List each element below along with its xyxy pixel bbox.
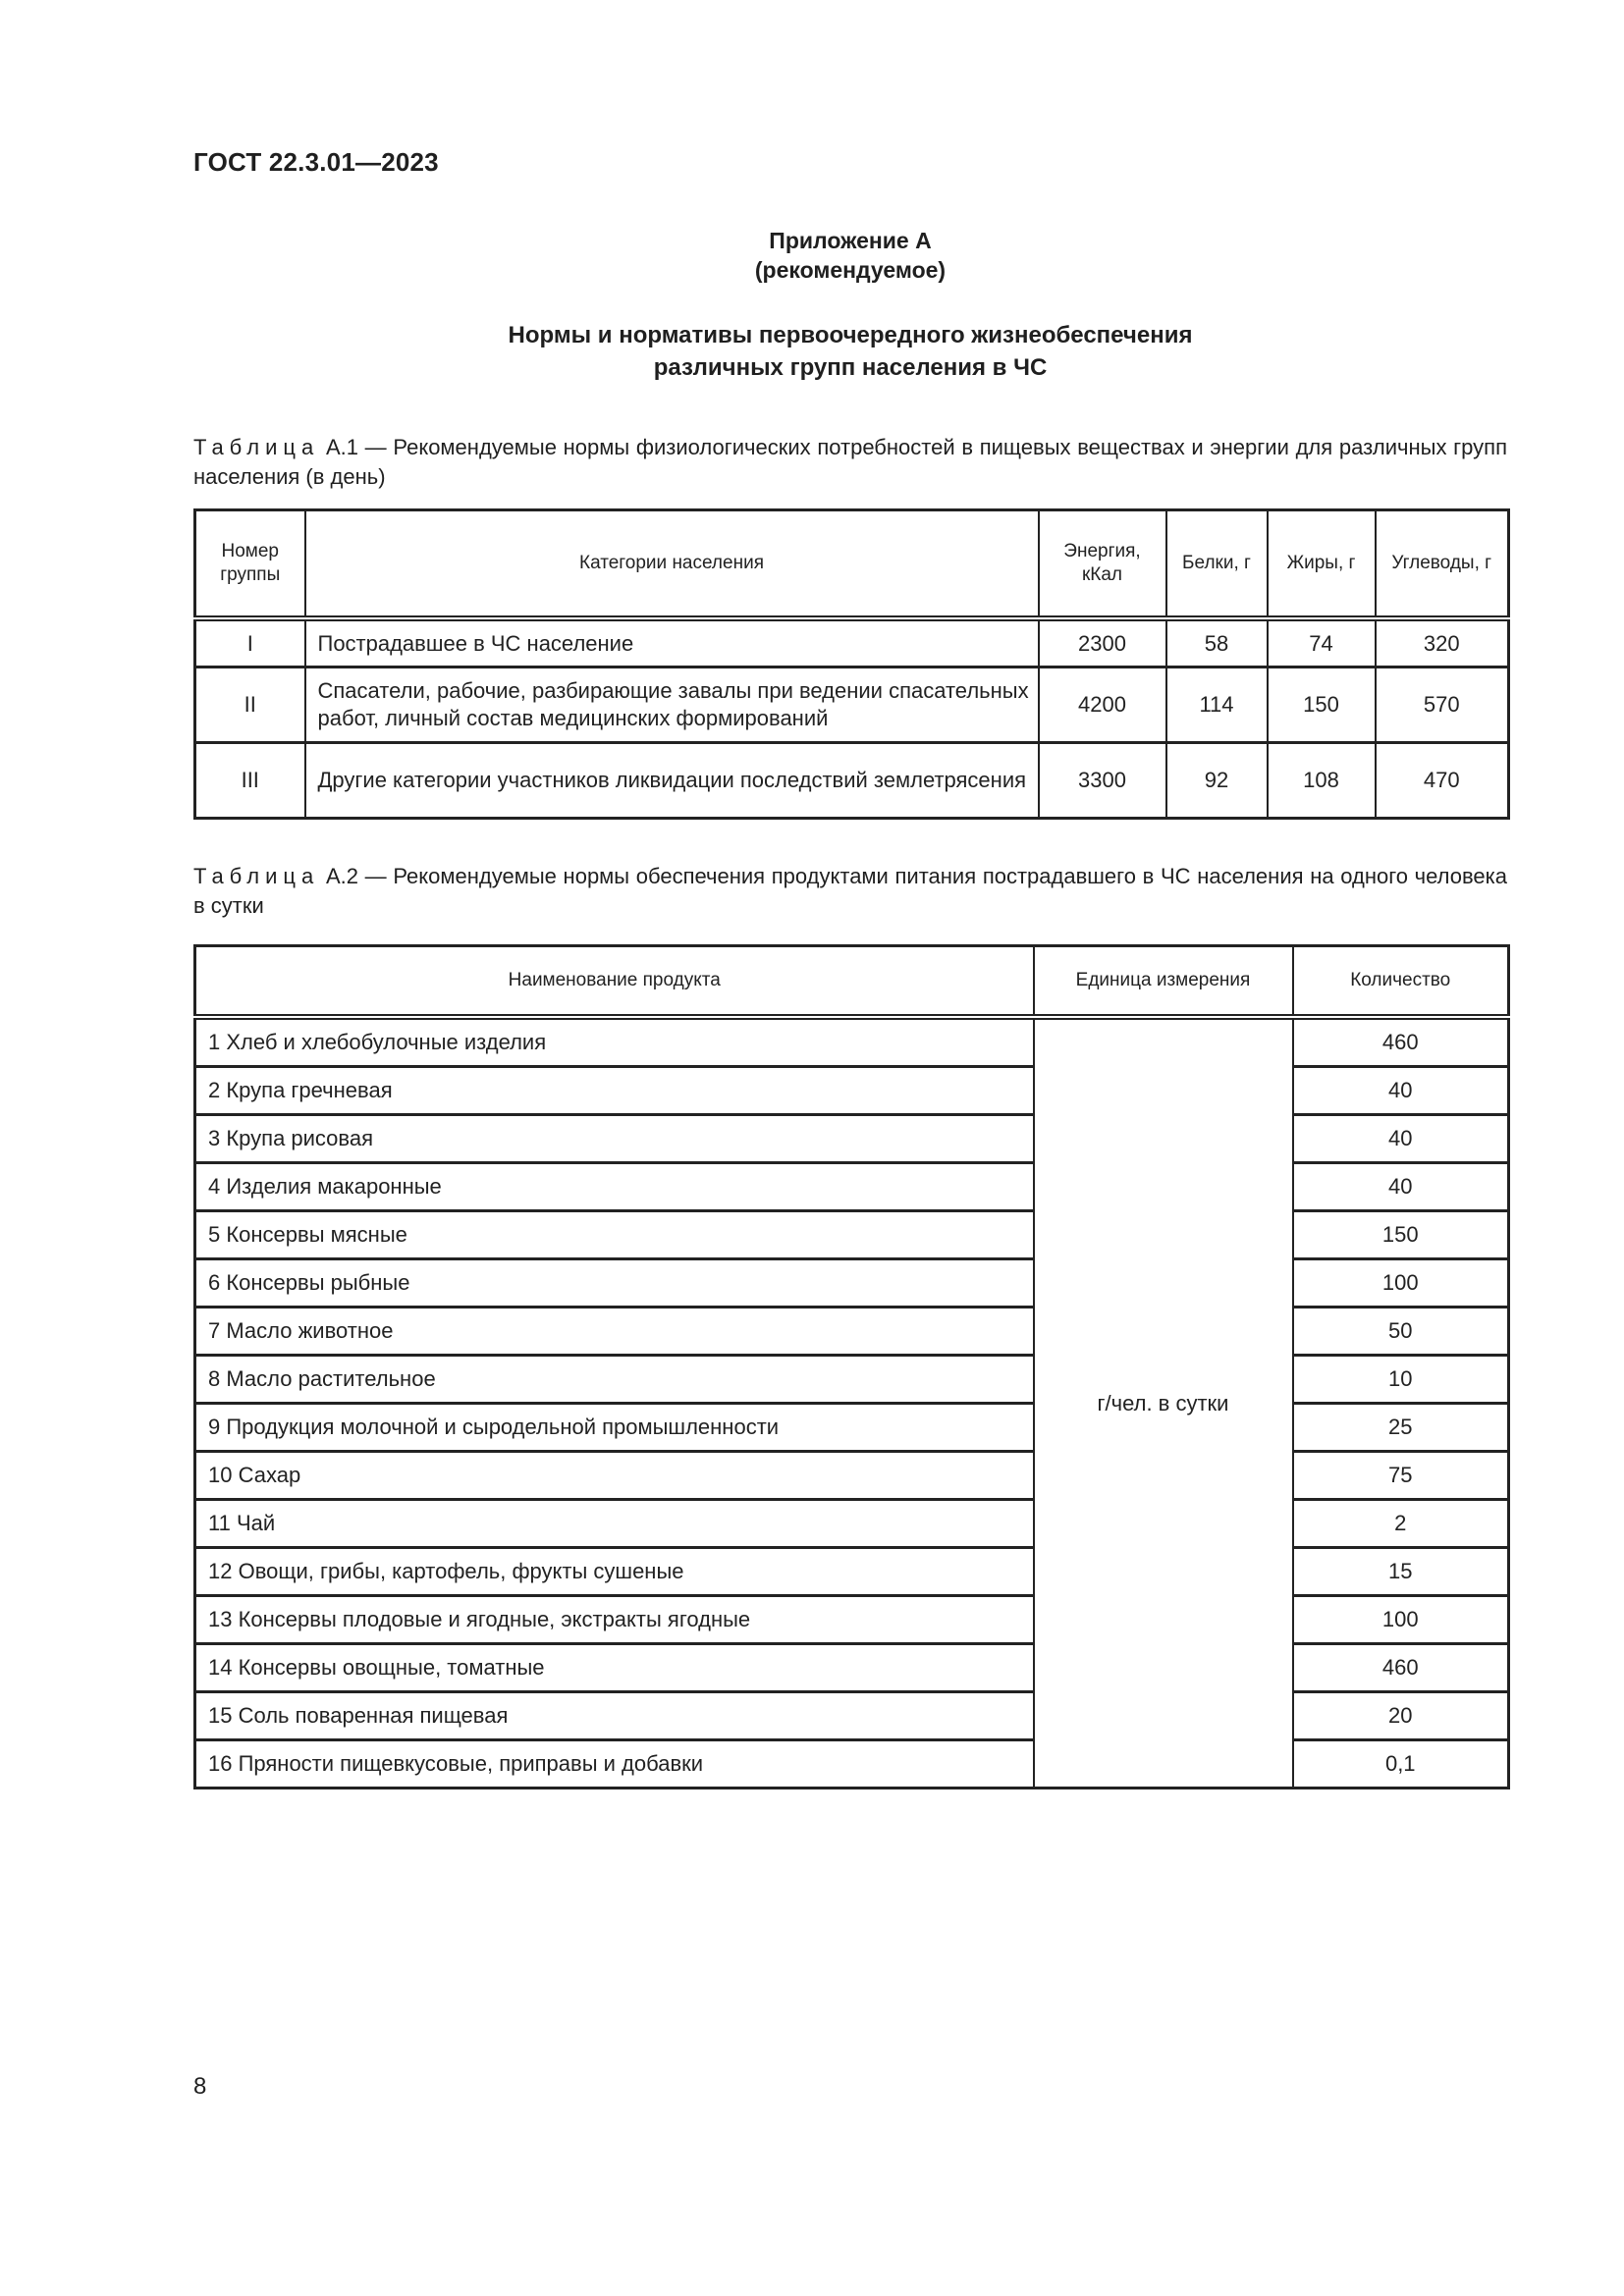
quantity-cell: 75	[1293, 1452, 1509, 1500]
group-cell: II	[195, 667, 305, 743]
section-heading-line-1: Нормы и нормативы первоочередного жизнеобеспечения	[508, 322, 1193, 348]
quantity-cell: 50	[1293, 1308, 1509, 1356]
quantity-cell: 100	[1293, 1259, 1509, 1308]
protein-cell: 58	[1166, 618, 1268, 667]
column-header-group: Номер группы	[195, 510, 305, 619]
column-header-protein: Белки, г	[1166, 510, 1268, 619]
fat-cell: 74	[1268, 618, 1376, 667]
product-cell: 2 Крупа гречневая	[195, 1067, 1034, 1115]
product-cell: 8 Масло растительное	[195, 1356, 1034, 1404]
column-header-quantity: Количество	[1293, 946, 1509, 1018]
table-row	[195, 1356, 1509, 1404]
document-code: ГОСТ 22.3.01—2023	[193, 147, 439, 177]
quantity-cell: 100	[1293, 1596, 1509, 1644]
table-a1-header-row	[195, 510, 1509, 619]
quantity-cell: 460	[1293, 1644, 1509, 1692]
column-header-energy: Энергия, кКал	[1039, 510, 1166, 619]
section-heading-line-2: различных групп населения в ЧС	[653, 354, 1048, 381]
group-cell: I	[195, 618, 305, 667]
category-cell: Другие категории участников ликвидации последствий землетрясения	[305, 743, 1039, 819]
quantity-cell: 40	[1293, 1163, 1509, 1211]
table-a2-caption-label: Таблица	[193, 864, 320, 888]
quantity-cell: 20	[1293, 1692, 1509, 1740]
table-a1-caption	[193, 433, 1507, 492]
quantity-cell: 40	[1293, 1115, 1509, 1163]
table-row	[195, 743, 1509, 819]
table-row	[195, 1067, 1509, 1115]
column-header-product: Наименование продукта	[195, 946, 1034, 1018]
carbs-cell: 570	[1376, 667, 1509, 743]
fat-cell: 108	[1268, 743, 1376, 819]
quantity-cell: 460	[1293, 1017, 1509, 1067]
table-row	[195, 667, 1509, 743]
quantity-cell: 40	[1293, 1067, 1509, 1115]
fat-cell: 150	[1268, 667, 1376, 743]
category-cell: Спасатели, рабочие, разбирающие завалы при ведении спасательных работ, личный состав медицинских формирований	[305, 667, 1039, 743]
column-header-carbs: Углеводы, г	[1376, 510, 1509, 619]
product-cell: 12 Овощи, грибы, картофель, фрукты сушеные	[195, 1548, 1034, 1596]
quantity-cell: 150	[1293, 1211, 1509, 1259]
section-heading	[193, 319, 1507, 384]
table-row	[195, 1404, 1509, 1452]
category-cell: Пострадавшее в ЧС население	[305, 618, 1039, 667]
product-cell: 10 Сахар	[195, 1452, 1034, 1500]
table-row	[195, 1740, 1509, 1789]
carbs-cell: 470	[1376, 743, 1509, 819]
table-row	[195, 1211, 1509, 1259]
product-cell: 5 Консервы мясные	[195, 1211, 1034, 1259]
product-cell: 4 Изделия макаронные	[195, 1163, 1034, 1211]
table-a2-caption-text: А.2 — Рекомендуемые нормы обеспечения продуктами питания пострадавшего в ЧС населения на одного человека в сутки	[193, 864, 1507, 918]
page-number: 8	[193, 2073, 207, 2100]
unit-cell: г/чел. в сутки	[1034, 1017, 1293, 1789]
table-row	[195, 1115, 1509, 1163]
table-row	[195, 1692, 1509, 1740]
table-a2-header-row	[195, 946, 1509, 1018]
table-row	[195, 1163, 1509, 1211]
table-row	[195, 1596, 1509, 1644]
table-row	[195, 1017, 1509, 1067]
energy-cell: 4200	[1039, 667, 1166, 743]
quantity-cell: 15	[1293, 1548, 1509, 1596]
carbs-cell: 320	[1376, 618, 1509, 667]
table-a1	[193, 508, 1510, 820]
product-cell: 16 Пряности пищевкусовые, приправы и добавки	[195, 1740, 1034, 1789]
column-header-unit: Единица измерения	[1034, 946, 1293, 1018]
protein-cell: 114	[1166, 667, 1268, 743]
table-a2-caption	[193, 862, 1507, 921]
quantity-cell: 10	[1293, 1356, 1509, 1404]
product-cell: 13 Консервы плодовые и ягодные, экстракты ягодные	[195, 1596, 1034, 1644]
table-a1-caption-text: А.1 — Рекомендуемые нормы физиологических потребностей в пищевых веществах и энергии для различных групп населения (в день)	[193, 435, 1507, 489]
table-row	[195, 1644, 1509, 1692]
protein-cell: 92	[1166, 743, 1268, 819]
energy-cell: 2300	[1039, 618, 1166, 667]
column-header-fat: Жиры, г	[1268, 510, 1376, 619]
table-row	[195, 1259, 1509, 1308]
group-cell: III	[195, 743, 305, 819]
energy-cell: 3300	[1039, 743, 1166, 819]
table-row	[195, 618, 1509, 667]
quantity-cell: 0,1	[1293, 1740, 1509, 1789]
table-a2	[193, 944, 1510, 1789]
product-cell: 3 Крупа рисовая	[195, 1115, 1034, 1163]
quantity-cell: 25	[1293, 1404, 1509, 1452]
table-a1-caption-label: Таблица	[193, 435, 320, 459]
table-row	[195, 1452, 1509, 1500]
column-header-category: Категории населения	[305, 510, 1039, 619]
product-cell: 14 Консервы овощные, томатные	[195, 1644, 1034, 1692]
quantity-cell: 2	[1293, 1500, 1509, 1548]
product-cell: 6 Консервы рыбные	[195, 1259, 1034, 1308]
product-cell: 9 Продукция молочной и сыродельной промышленности	[195, 1404, 1034, 1452]
table-row	[195, 1548, 1509, 1596]
table-row	[195, 1308, 1509, 1356]
product-cell: 7 Масло животное	[195, 1308, 1034, 1356]
table-row	[195, 1500, 1509, 1548]
product-cell: 15 Соль поваренная пищевая	[195, 1692, 1034, 1740]
appendix-status: (рекомендуемое)	[754, 257, 947, 283]
product-cell: 1 Хлеб и хлебобулочные изделия	[195, 1017, 1034, 1067]
product-cell: 11 Чай	[195, 1500, 1034, 1548]
appendix-title: Приложение А	[769, 228, 932, 253]
